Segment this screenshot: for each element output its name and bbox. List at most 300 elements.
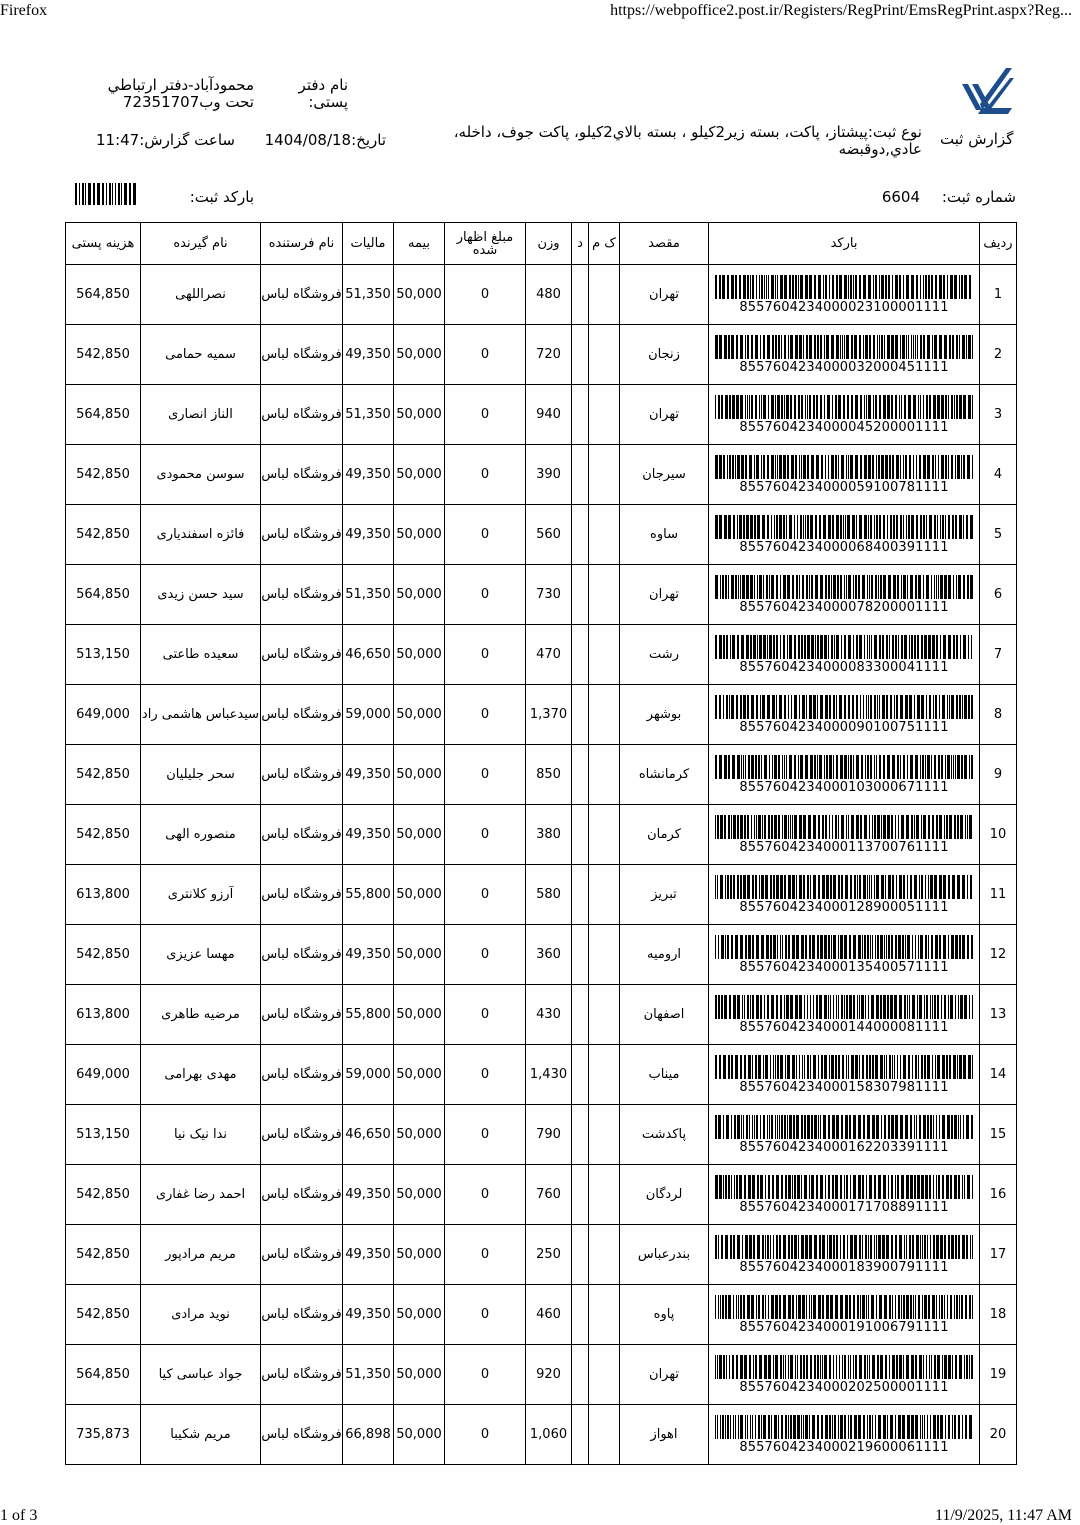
barcode-cell [709,1225,980,1285]
cell-insurance: 50,000 [394,1045,445,1105]
cell-sender: فروشگاه لباس [261,1045,343,1105]
cell-declared: 0 [445,505,526,565]
cell-receiver: نوید مرادی [141,1285,261,1345]
barcode-number: 8557604234000090100751111 [739,719,949,735]
cell-declared: 0 [445,925,526,985]
cell-receiver: مهسا عزیزی [141,925,261,985]
cell-idx: 1 [980,265,1017,325]
cell-dest: پاکدشت [620,1105,709,1165]
col-header: ک م [589,223,620,265]
cell-d [572,445,589,505]
col-header: مبلغ اظهار شده [445,223,526,265]
barcode-cell [709,685,980,745]
cell-weight: 1,370 [526,685,572,745]
cell-receiver: احمد رضا غفاری [141,1165,261,1225]
cell-cost: 564,850 [66,1345,141,1405]
cell-tax: 51,350 [343,1345,394,1405]
cell-declared: 0 [445,1285,526,1345]
cell-sender: فروشگاه لباس [261,985,343,1045]
cell-d [572,265,589,325]
cell-km [589,1405,620,1465]
barcode-graphic [715,1295,973,1319]
cell-weight: 790 [526,1105,572,1165]
cell-km [589,505,620,565]
table-header-row [66,223,1017,265]
report-date: تاریخ:1404/08/18 [264,131,386,149]
cell-km [589,865,620,925]
cell-weight: 470 [526,625,572,685]
cell-weight: 430 [526,985,572,1045]
cell-km [589,745,620,805]
cell-declared: 0 [445,1045,526,1105]
cell-tax: 51,350 [343,385,394,445]
cell-cost: 542,850 [66,325,141,385]
cell-declared: 0 [445,1225,526,1285]
cell-weight: 720 [526,325,572,385]
barcode-graphic [715,755,973,779]
table-row [66,985,1017,1045]
cell-sender: فروشگاه لباس [261,625,343,685]
cell-dest: لردگان [620,1165,709,1225]
cell-receiver: سحر جلیلیان [141,745,261,805]
cell-declared: 0 [445,985,526,1045]
cell-sender: فروشگاه لباس [261,1225,343,1285]
cell-sender: فروشگاه لباس [261,925,343,985]
cell-receiver: مرضیه طاهری [141,985,261,1045]
office-label-2: پستی: [308,93,348,111]
browser-name: Firefox [0,2,48,19]
cell-sender: فروشگاه لباس [261,265,343,325]
cell-insurance: 50,000 [394,1345,445,1405]
cell-km [589,385,620,445]
cell-declared: 0 [445,445,526,505]
cell-receiver: جواد عباسی کیا [141,1345,261,1405]
cell-declared: 0 [445,1345,526,1405]
cell-d [572,1405,589,1465]
barcode-number: 8557604234000191006791111 [739,1319,949,1335]
table-row [66,625,1017,685]
cell-km [589,1285,620,1345]
cell-d [572,625,589,685]
cell-insurance: 50,000 [394,685,445,745]
col-header: نام فرستنده [261,223,343,265]
cell-idx: 20 [980,1405,1017,1465]
cell-tax: 49,350 [343,505,394,565]
cell-d [572,985,589,1045]
cell-declared: 0 [445,745,526,805]
cell-declared: 0 [445,325,526,385]
page-url[interactable]: https://webpoffice2.post.ir/Registers/RegPrint/EmsRegPrint.aspx?Reg... [610,2,1072,19]
table-row [66,745,1017,805]
cell-declared: 0 [445,1105,526,1165]
barcode-cell [709,385,980,445]
cell-dest: زنجان [620,325,709,385]
cell-weight: 940 [526,385,572,445]
cell-d [572,1225,589,1285]
table-row [66,1345,1017,1405]
cell-receiver: سوسن محمودی [141,445,261,505]
cell-weight: 1,430 [526,1045,572,1105]
barcode-cell [709,565,980,625]
col-header: وزن [526,223,572,265]
table-row [66,385,1017,445]
post-logo-icon [958,64,1016,122]
cell-insurance: 50,000 [394,505,445,565]
report-time: ساعت گزارش:11:47 [95,131,235,149]
table-row [66,325,1017,385]
cell-dest: کرمان [620,805,709,865]
barcode-number: 8557604234000135400571111 [739,959,949,975]
reg-number-label: شماره ثبت: [941,188,1016,206]
cell-d [572,1045,589,1105]
cell-cost: 542,850 [66,505,141,565]
table-row [66,1285,1017,1345]
cell-dest: ارومیه [620,925,709,985]
cell-tax: 49,350 [343,1165,394,1225]
cell-tax: 49,350 [343,325,394,385]
cell-tax: 49,350 [343,445,394,505]
cell-idx: 11 [980,865,1017,925]
cell-receiver: سیدعباس هاشمی راد [141,685,261,745]
cell-d [572,325,589,385]
cell-receiver: سعیده طاعتی [141,625,261,685]
cell-d [572,505,589,565]
cell-tax: 55,800 [343,985,394,1045]
cell-declared: 0 [445,385,526,445]
cell-km [589,1045,620,1105]
barcode-number: 8557604234000219600061111 [739,1439,949,1455]
barcode-cell [709,925,980,985]
barcode-cell [709,985,980,1045]
cell-dest: تهران [620,385,709,445]
cell-cost: 649,000 [66,1045,141,1105]
cell-weight: 730 [526,565,572,625]
cell-sender: فروشگاه لباس [261,385,343,445]
barcode-graphic [715,515,973,539]
cell-insurance: 50,000 [394,1225,445,1285]
cell-km [589,1165,620,1225]
cell-receiver: سید حسن زیدی [141,565,261,625]
cell-receiver: الناز انصاری [141,385,261,445]
table-row [66,1165,1017,1225]
barcode-number: 8557604234000103000671111 [739,779,949,795]
cell-insurance: 50,000 [394,1285,445,1345]
col-header: مالیات [343,223,394,265]
office-name-2: تحت وب72351707 [122,93,254,111]
cell-cost: 649,000 [66,685,141,745]
barcode-number: 8557604234000113700761111 [739,839,949,855]
cell-receiver: مریم مرادپور [141,1225,261,1285]
cell-dest: ساوه [620,505,709,565]
barcode-number: 8557604234000078200001111 [739,599,949,615]
table-row [66,685,1017,745]
table-row [66,1045,1017,1105]
cell-d [572,925,589,985]
col-header: هزینه پستی [66,223,141,265]
cell-dest: پاوه [620,1285,709,1345]
cell-cost: 564,850 [66,385,141,445]
reg-number: 6604 [881,188,920,206]
table-row [66,1105,1017,1165]
cell-tax: 49,350 [343,805,394,865]
barcode-graphic [715,815,973,839]
col-header: بارکد [709,223,980,265]
cell-receiver: منصوره الهی [141,805,261,865]
cell-insurance: 50,000 [394,865,445,925]
barcode-graphic [715,1175,973,1199]
cell-km [589,805,620,865]
office-label: نام دفتر [298,76,348,94]
cell-cost: 613,800 [66,865,141,925]
cell-idx: 18 [980,1285,1017,1345]
cell-declared: 0 [445,865,526,925]
barcode-graphic [715,1415,973,1439]
col-header: بیمه [394,223,445,265]
barcode-graphic [715,455,973,479]
cell-cost: 542,850 [66,925,141,985]
cell-idx: 9 [980,745,1017,805]
cell-weight: 390 [526,445,572,505]
cell-d [572,685,589,745]
barcode-number: 8557604234000171708891111 [739,1199,949,1215]
cell-idx: 10 [980,805,1017,865]
cell-insurance: 50,000 [394,805,445,865]
cell-declared: 0 [445,265,526,325]
registrations-table [65,222,1017,1465]
cell-dest: تهران [620,565,709,625]
table-row [66,445,1017,505]
cell-tax: 49,350 [343,1285,394,1345]
col-header: ردیف [980,223,1017,265]
barcode-cell [709,1105,980,1165]
barcode-number: 8557604234000023100001111 [739,299,949,315]
barcode-graphic [715,1115,973,1139]
cell-cost: 735,873 [66,1405,141,1465]
cell-weight: 480 [526,265,572,325]
cell-d [572,1345,589,1405]
table-row [66,925,1017,985]
barcode-graphic [715,935,973,959]
cell-sender: فروشگاه لباس [261,1345,343,1405]
cell-insurance: 50,000 [394,1405,445,1465]
cell-dest: بوشهر [620,685,709,745]
barcode-cell [709,445,980,505]
barcode-cell [709,745,980,805]
cell-d [572,565,589,625]
cell-km [589,1105,620,1165]
cell-declared: 0 [445,685,526,745]
cell-d [572,1165,589,1225]
cell-dest: تهران [620,1345,709,1405]
cell-sender: فروشگاه لباس [261,1105,343,1165]
cell-receiver: سمیه حمامی [141,325,261,385]
cell-receiver: آرزو کلانتری [141,865,261,925]
cell-idx: 14 [980,1045,1017,1105]
reg-barcode [75,183,137,205]
cell-insurance: 50,000 [394,625,445,685]
barcode-cell [709,625,980,685]
cell-insurance: 50,000 [394,1165,445,1225]
barcode-number: 8557604234000068400391111 [739,539,949,555]
print-header [0,0,1080,22]
cell-weight: 380 [526,805,572,865]
barcode-number: 8557604234000202500001111 [739,1379,949,1395]
table-row [66,865,1017,925]
cell-tax: 46,650 [343,1105,394,1165]
cell-sender: فروشگاه لباس [261,865,343,925]
table-row [66,265,1017,325]
cell-sender: فروشگاه لباس [261,745,343,805]
cell-dest: میناب [620,1045,709,1105]
cell-insurance: 50,000 [394,925,445,985]
cell-weight: 580 [526,865,572,925]
cell-sender: فروشگاه لباس [261,325,343,385]
cell-sender: فروشگاه لباس [261,445,343,505]
table-row [66,565,1017,625]
cell-idx: 12 [980,925,1017,985]
cell-d [572,385,589,445]
cell-idx: 5 [980,505,1017,565]
cell-declared: 0 [445,1165,526,1225]
barcode-graphic [715,575,973,599]
cell-cost: 542,850 [66,805,141,865]
cell-tax: 51,350 [343,565,394,625]
cell-insurance: 50,000 [394,565,445,625]
cell-receiver: ندا نیک نیا [141,1105,261,1165]
barcode-cell [709,325,980,385]
cell-km [589,445,620,505]
cell-cost: 542,850 [66,1165,141,1225]
cell-receiver: نصراللهی [141,265,261,325]
col-header: د [572,223,589,265]
report-title: گزارش ثبت [940,130,1014,148]
barcode-cell [709,265,980,325]
cell-idx: 2 [980,325,1017,385]
cell-dest: بندرعباس [620,1225,709,1285]
cell-weight: 760 [526,1165,572,1225]
cell-idx: 17 [980,1225,1017,1285]
cell-tax: 49,350 [343,745,394,805]
barcode-graphic [715,275,973,299]
cell-insurance: 50,000 [394,325,445,385]
cell-idx: 7 [980,625,1017,685]
barcode-number: 8557604234000144000081111 [739,1019,949,1035]
cell-km [589,265,620,325]
barcode-cell [709,505,980,565]
cell-cost: 513,150 [66,625,141,685]
cell-km [589,565,620,625]
cell-dest: اهواز [620,1405,709,1465]
cell-receiver: فائزه اسفندیاری [141,505,261,565]
col-header: نام گیرنده [141,223,261,265]
table-row [66,1225,1017,1285]
barcode-number: 8557604234000158307981111 [739,1079,949,1095]
cell-km [589,325,620,385]
office-name: محمودآباد-دفتر ارتباطي [107,76,254,94]
barcode-cell [709,1285,980,1345]
cell-weight: 560 [526,505,572,565]
cell-declared: 0 [445,805,526,865]
cell-insurance: 50,000 [394,445,445,505]
barcode-number: 8557604234000162203391111 [739,1139,949,1155]
barcode-cell [709,1165,980,1225]
cell-sender: فروشگاه لباس [261,565,343,625]
cell-dest: رشت [620,625,709,685]
barcode-graphic [715,635,973,659]
barcode-cell [709,1345,980,1405]
cell-insurance: 50,000 [394,745,445,805]
cell-dest: تهران [620,265,709,325]
cell-idx: 13 [980,985,1017,1045]
cell-insurance: 50,000 [394,265,445,325]
cell-d [572,1285,589,1345]
cell-insurance: 50,000 [394,985,445,1045]
cell-tax: 55,800 [343,865,394,925]
cell-receiver: مهدی بهرامی [141,1045,261,1105]
barcode-number: 8557604234000083300041111 [739,659,949,675]
cell-d [572,745,589,805]
barcode-graphic [715,875,973,899]
page-indicator: 1 of 3 [0,1507,38,1524]
cell-d [572,805,589,865]
cell-sender: فروشگاه لباس [261,1405,343,1465]
cell-declared: 0 [445,565,526,625]
table-row [66,805,1017,865]
cell-sender: فروشگاه لباس [261,1165,343,1225]
cell-dest: کرمانشاه [620,745,709,805]
cell-tax: 49,350 [343,1225,394,1285]
barcode-graphic [715,1355,973,1379]
cell-dest: سیرجان [620,445,709,505]
cell-tax: 66,898 [343,1405,394,1465]
table-row [66,505,1017,565]
barcode-number: 8557604234000045200001111 [739,419,949,435]
cell-receiver: مریم شکیبا [141,1405,261,1465]
cell-declared: 0 [445,625,526,685]
print-datetime: 11/9/2025, 11:47 AM [934,1507,1072,1524]
cell-insurance: 50,000 [394,1105,445,1165]
table-row [66,1405,1017,1465]
cell-idx: 3 [980,385,1017,445]
cell-sender: فروشگاه لباس [261,805,343,865]
cell-sender: فروشگاه لباس [261,685,343,745]
barcode-graphic [715,1235,973,1259]
cell-idx: 19 [980,1345,1017,1405]
cell-cost: 542,850 [66,445,141,505]
barcode-graphic [715,995,973,1019]
cell-cost: 564,850 [66,565,141,625]
cell-sender: فروشگاه لباس [261,505,343,565]
cell-insurance: 50,000 [394,385,445,445]
print-footer [0,1505,1080,1525]
cell-weight: 460 [526,1285,572,1345]
cell-km [589,685,620,745]
cell-cost: 542,850 [66,1225,141,1285]
barcode-number: 8557604234000183900791111 [739,1259,949,1275]
barcode-graphic [715,335,973,359]
reg-barcode-label: بارکد ثبت: [189,188,254,206]
cell-km [589,1225,620,1285]
cell-d [572,865,589,925]
cell-weight: 1,060 [526,1405,572,1465]
barcode-number: 8557604234000032000451111 [739,359,949,375]
cell-sender: فروشگاه لباس [261,1285,343,1345]
barcode-cell [709,1405,980,1465]
cell-tax: 46,650 [343,625,394,685]
reg-type: نوع ثبت:پیشتاز، پاکت، بسته زیر2کیلو ، بسته بالاي2کیلو، پاکت جوف، داخله، [453,123,922,141]
cell-km [589,985,620,1045]
cell-idx: 16 [980,1165,1017,1225]
